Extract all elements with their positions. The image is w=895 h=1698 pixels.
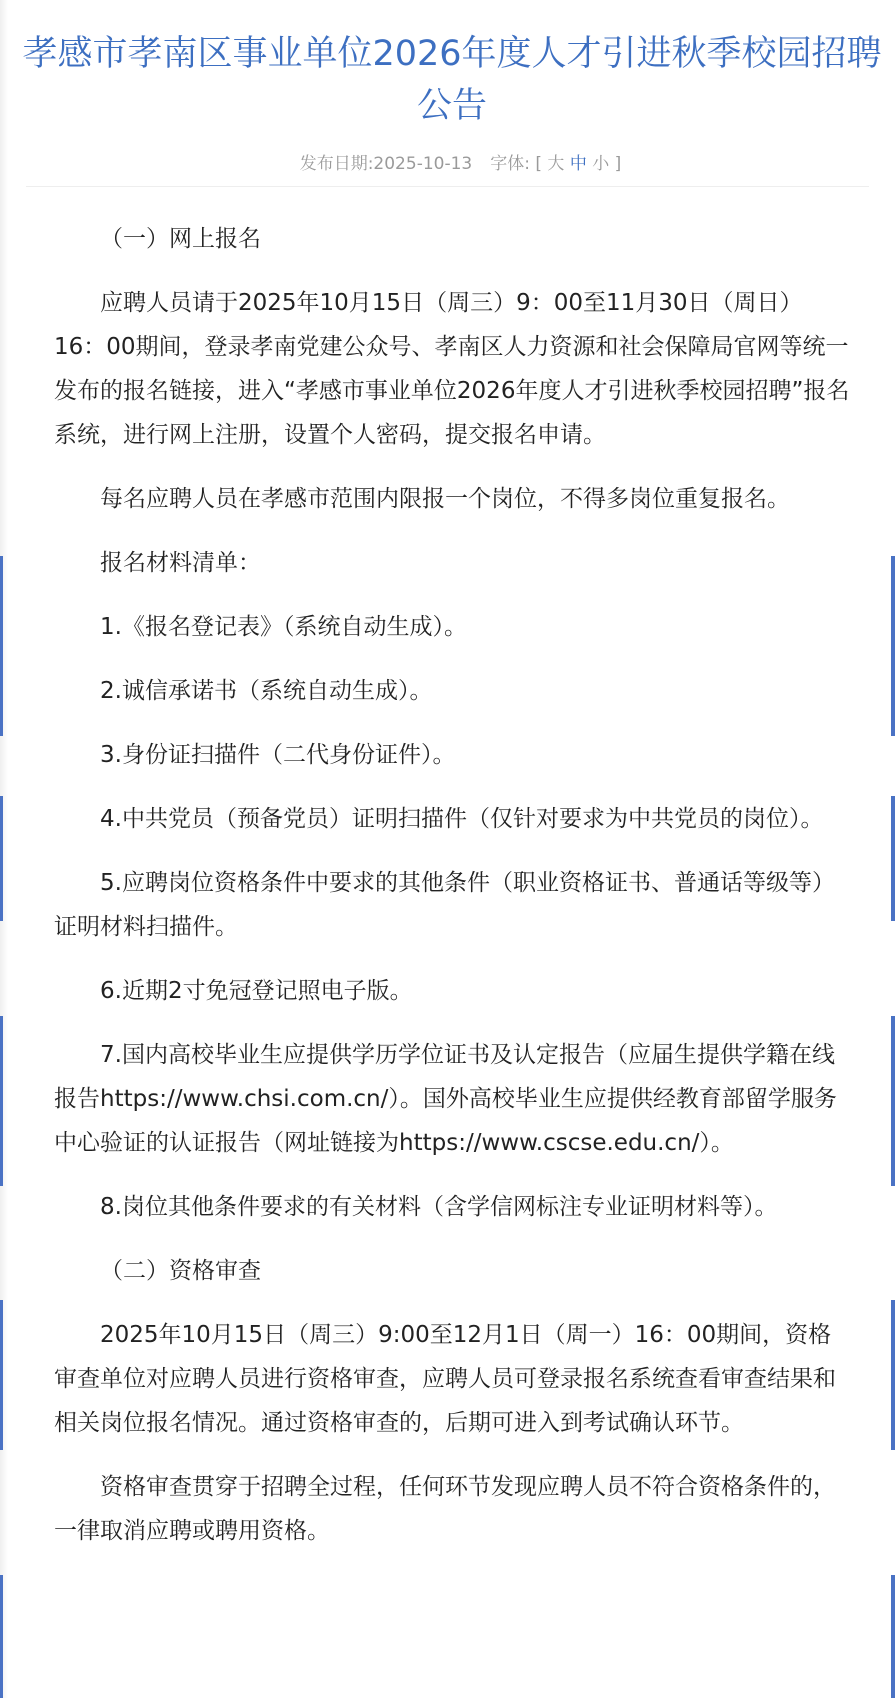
section-heading: （二）资格审查 <box>100 1258 261 1284</box>
left-edge-accent <box>0 1300 3 1450</box>
left-edge-accent <box>0 1575 3 1698</box>
font-size-large-button[interactable]: 大 <box>547 154 565 174</box>
list-item: 7.国内高校毕业生应提供学历学位证书及认定报告（应届生提供学籍在线报告https://www.chsi.com.cn/）。国外高校毕业生应提供经教育部留学服务中心验证的认证报告（网址链接为https://www.cscse.edu.cn/）。 <box>54 1042 837 1156</box>
list-item: 3.身份证扫描件（二代身份证件）。 <box>100 742 456 768</box>
left-edge-accent <box>0 796 3 921</box>
paragraph: 报名材料清单： <box>100 550 261 576</box>
bracket-close: ] <box>614 154 622 174</box>
font-size-small-button[interactable]: 小 <box>592 154 610 174</box>
right-edge-accent <box>891 1575 895 1698</box>
left-edge-accent <box>0 1016 3 1186</box>
paragraph: 每名应聘人员在孝感市范围内限报一个岗位，不得多岗位重复报名。 <box>100 486 790 512</box>
list-item: 1.《报名登记表》（系统自动生成）。 <box>100 614 467 640</box>
article-meta <box>26 152 895 176</box>
paragraph: 资格审查贯穿于招聘全过程，任何环节发现应聘人员不符合资格条件的，一律取消应聘或聘用资格。 <box>54 1474 836 1544</box>
list-item: 6.近期2寸免冠登记照电子版。 <box>100 978 413 1004</box>
list-item: 4.中共党员（预备党员）证明扫描件（仅针对要求为中共党员的岗位）。 <box>100 806 824 832</box>
font-size-label: 字体: <box>490 154 530 174</box>
paragraph: 应聘人员请于2025年10月15日（周三）9：00至11月30日（周日）16：00期间，登录孝南党建公众号、孝南区人力资源和社会保障局官网等统一发布的报名链接，进入“孝感市事业单位2026年度人才引进秋季校园招聘”报名系统，进行网上注册，设置个人密码，提交报名申请。 <box>54 290 850 448</box>
list-item: 5.应聘岗位资格条件中要求的其他条件（职业资格证书、普通话等级等）证明材料扫描件。 <box>54 870 835 940</box>
font-size-medium-button[interactable]: 中 <box>569 154 587 174</box>
paragraph: 2025年10月15日（周三）9:00至12月1日（周一）16：00期间，资格审查单位对应聘人员进行资格审查，应聘人员可登录报名系统查看审查结果和相关岗位报名情况。通过资格审查的，后期可进入到考试确认环节。 <box>54 1322 836 1436</box>
bracket-open: [ <box>535 154 543 174</box>
left-edge-accent <box>0 556 3 736</box>
list-item: 8.岗位其他条件要求的有关材料（含学信网标注专业证明材料等）。 <box>100 1194 778 1220</box>
list-item: 2.诚信承诺书（系统自动生成）。 <box>100 678 433 704</box>
article-title: 孝感市孝南区事业单位2026年度人才引进秋季校园招聘公告 <box>22 34 882 126</box>
section-heading: （一）网上报名 <box>100 226 261 252</box>
publish-date: 发布日期:2025-10-13 <box>299 154 473 174</box>
article-body <box>26 187 854 1553</box>
article-container <box>22 0 895 1573</box>
